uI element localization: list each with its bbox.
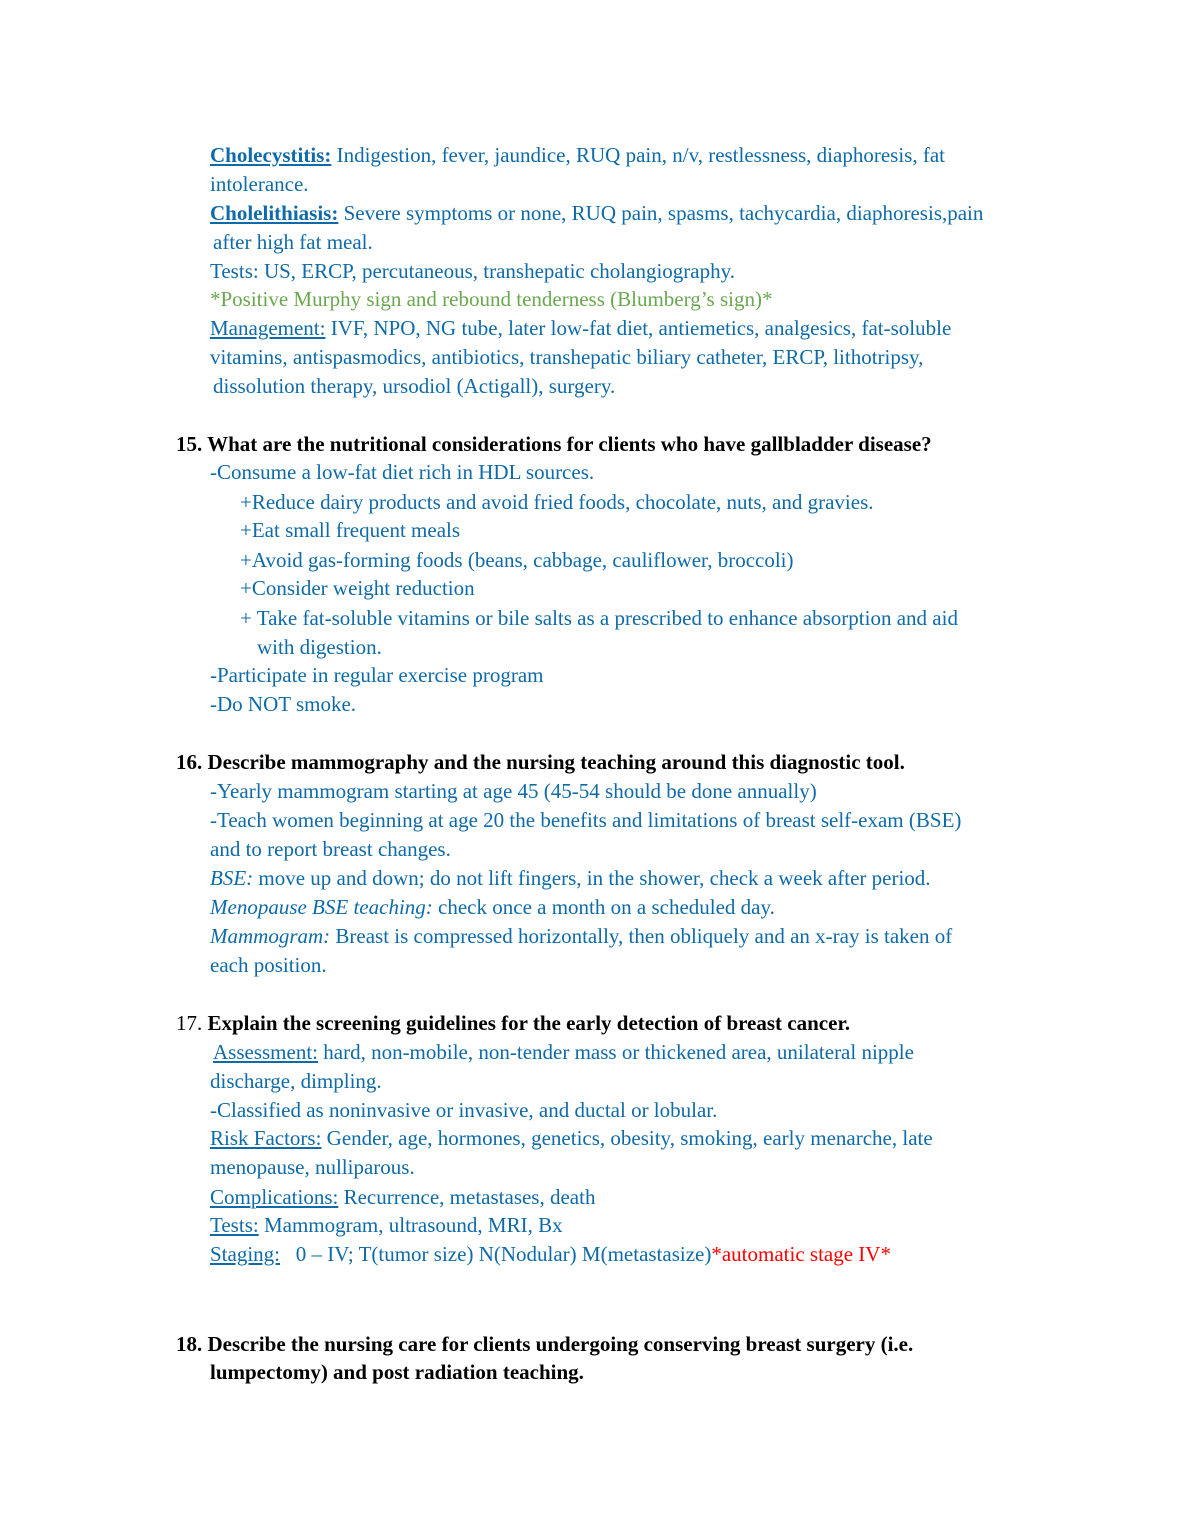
tests-label: Tests:: [210, 1213, 259, 1237]
cholelithiasis-text: Severe symptoms or none, RUQ pain, spasms, tachycardia, diaphoresis,pain: [338, 201, 984, 225]
management-label: Management:: [210, 316, 326, 340]
tests-line: [210, 1211, 563, 1240]
assessment-text: hard, non-mobile, non-tender mass or thickened area, unilateral nipple: [318, 1040, 914, 1064]
risk-factors-line: [210, 1124, 933, 1153]
assessment-line: [213, 1038, 914, 1067]
risk-factors-text: Gender, age, hormones, genetics, obesity, smoking, early menarche, late: [321, 1126, 933, 1150]
gallbladder-tests: Tests: US, ERCP, percutaneous, transhepatic cholangiography.: [210, 259, 735, 283]
cholelithiasis-label: Cholelithiasis:: [210, 201, 339, 225]
cholelithiasis-line: [210, 199, 983, 228]
bse-label: BSE:: [210, 866, 254, 890]
question-16-text: Describe mammography and the nursing teaching around this diagnostic tool.: [207, 750, 905, 774]
mammogram-text: Breast is compressed horizontally, then obliquely and an x-ray is taken of: [330, 924, 953, 948]
question-16-number: 16.: [176, 750, 203, 774]
question-15-text: What are the nutritional considerations for clients who have gallbladder disease?: [207, 432, 932, 456]
assessment-label: Assessment:: [213, 1040, 318, 1064]
menopause-line: [210, 893, 775, 922]
staging-line: [210, 1240, 891, 1269]
q15-sub-5: + Take fat-soluble vitamins or bile salts as a prescribed to enhance absorption and aid: [240, 606, 958, 630]
q16-line-2-cont: and to report breast changes.: [210, 837, 451, 861]
cholecystitis-line: [210, 141, 945, 170]
risk-factors-cont: menopause, nulliparous.: [210, 1155, 415, 1179]
cholecystitis-cont: intolerance.: [210, 172, 309, 196]
q15-sub-3: +Avoid gas-forming foods (beans, cabbage, cauliflower, broccoli): [240, 548, 794, 572]
menopause-text: check once a month on a scheduled day.: [432, 895, 775, 919]
mammogram-cont: each position.: [210, 953, 327, 977]
q15-sub-2: +Eat small frequent meals: [240, 518, 461, 542]
question-18-number: 18.: [176, 1332, 203, 1356]
staging-red-note: *automatic stage IV*: [711, 1242, 891, 1266]
menopause-label: Menopause BSE teaching:: [210, 895, 433, 919]
question-18-cont: lumpectomy) and post radiation teaching.: [210, 1360, 584, 1384]
mammogram-label: Mammogram:: [210, 924, 331, 948]
assessment-cont: discharge, dimpling.: [210, 1069, 382, 1093]
management-cont-1: vitamins, antispasmodics, antibiotics, transhepatic biliary catheter, ERCP, lithotripsy,: [210, 345, 924, 369]
question-17-number: 17.: [176, 1011, 203, 1035]
classified-line: -Classified as noninvasive or invasive, and ductal or lobular.: [210, 1098, 718, 1122]
complications-label: Complications:: [210, 1185, 339, 1209]
bse-text: move up and down; do not lift fingers, in the shower, check a week after period.: [253, 866, 931, 890]
q15-line-1: -Consume a low-fat diet rich in HDL sources.: [210, 460, 595, 484]
question-15-number: 15.: [176, 432, 203, 456]
q15-sub-4: +Consider weight reduction: [240, 576, 475, 600]
tests-text: Mammogram, ultrasound, MRI, Bx: [258, 1213, 563, 1237]
question-17: [176, 1009, 850, 1038]
cholelithiasis-cont: after high fat meal.: [213, 230, 373, 254]
question-16: [176, 748, 905, 777]
q15-line-2: -Participate in regular exercise program: [210, 663, 544, 687]
cholecystitis-label: Cholecystitis:: [210, 143, 332, 167]
question-18-text: Describe the nursing care for clients undergoing conserving breast surgery (i.e.: [207, 1332, 914, 1356]
management-cont-2: dissolution therapy, ursodiol (Actigall), surgery.: [213, 374, 616, 398]
question-18: [176, 1330, 913, 1359]
management-line: [210, 314, 951, 343]
q16-line-1: -Yearly mammogram starting at age 45 (45-54 should be done annually): [210, 779, 817, 803]
question-15: [176, 430, 932, 459]
mammogram-line: [210, 922, 952, 951]
q16-line-2: -Teach women beginning at age 20 the benefits and limitations of breast self-exam (BSE): [210, 808, 962, 832]
staging-text: 0 – IV; T(tumor size) N(Nodular) M(metastasize): [280, 1242, 712, 1266]
question-17-text: Explain the screening guidelines for the early detection of breast cancer.: [207, 1011, 851, 1035]
cholecystitis-text: Indigestion, fever, jaundice, RUQ pain, n/v, restlessness, diaphoresis, fat: [331, 143, 945, 167]
q15-sub-5-cont: with digestion.: [257, 635, 382, 659]
murphy-sign-note: *Positive Murphy sign and rebound tenderness (Blumberg’s sign)*: [210, 287, 773, 311]
complications-text: Recurrence, metastases, death: [338, 1185, 596, 1209]
q15-line-3: -Do NOT smoke.: [210, 692, 357, 716]
risk-factors-label: Risk Factors:: [210, 1126, 322, 1150]
complications-line: [210, 1183, 595, 1212]
bse-line: [210, 864, 931, 893]
staging-label: Staging:: [210, 1242, 281, 1266]
management-text: IVF, NPO, NG tube, later low-fat diet, antiemetics, analgesics, fat-soluble: [325, 316, 952, 340]
q15-sub-1: +Reduce dairy products and avoid fried foods, chocolate, nuts, and gravies.: [240, 490, 874, 514]
